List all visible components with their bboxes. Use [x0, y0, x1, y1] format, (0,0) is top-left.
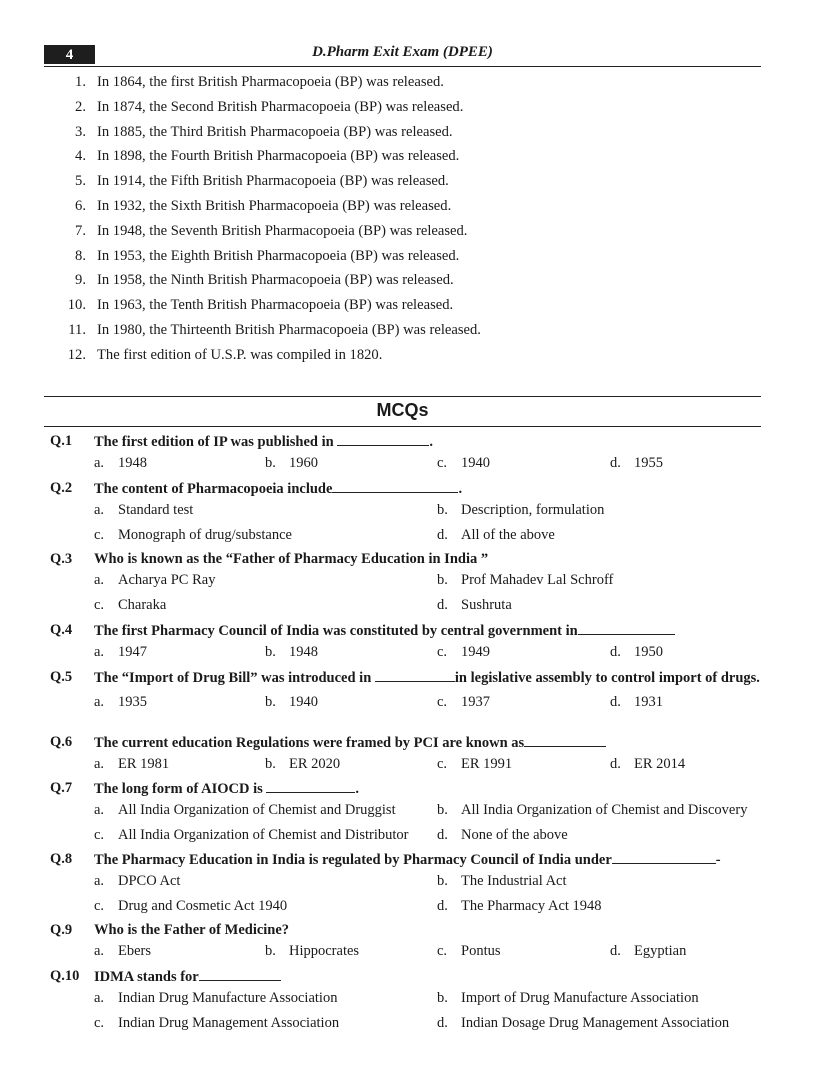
- question-number: Q.4: [50, 622, 73, 638]
- list-number: 2.: [75, 98, 86, 115]
- option-text: Charaka: [118, 597, 167, 613]
- option-c: [437, 452, 490, 474]
- option-text: DPCO Act: [118, 873, 181, 889]
- option-a: [94, 452, 147, 474]
- question-number: Q.10: [50, 968, 80, 984]
- list-text: In 1948, the Seventh British Pharmacopoeia (BP) was released.: [97, 222, 468, 239]
- option-d: [610, 940, 686, 962]
- answer-blank: [578, 621, 675, 635]
- question-number: Q.5: [50, 669, 73, 685]
- list-text: In 1958, the Ninth British Pharmacopoeia (BP) was released.: [97, 272, 454, 289]
- question-number: Q.8: [50, 851, 73, 867]
- list-item: [60, 318, 760, 343]
- option-text: None of the above: [461, 827, 568, 843]
- question-tail: .: [458, 481, 463, 497]
- option-text: All of the above: [461, 527, 555, 543]
- question-number: Q.9: [50, 922, 73, 938]
- option-letter: c.: [437, 943, 448, 959]
- option-letter: d.: [437, 898, 448, 914]
- list-number: 7.: [75, 222, 86, 239]
- option-text: 1940: [289, 694, 318, 710]
- option-letter: c.: [437, 756, 448, 772]
- answer-blank: [524, 733, 606, 747]
- option-letter: d.: [437, 597, 448, 613]
- option-d: [437, 594, 512, 616]
- list-number: 3.: [75, 123, 86, 140]
- option-text: ER 2014: [634, 756, 686, 772]
- option-letter: d.: [610, 756, 621, 772]
- option-text: The Pharmacy Act 1948: [461, 898, 602, 914]
- option-text: Ebers: [118, 943, 152, 959]
- option-c: [437, 940, 501, 962]
- option-text: Acharya PC Ray: [118, 572, 216, 588]
- question-number: Q.2: [50, 480, 73, 496]
- option-text: ER 2020: [289, 756, 341, 772]
- option-text: 1931: [634, 694, 663, 710]
- list-text: In 1914, the Fifth British Pharmacopoeia (BP) was released.: [97, 173, 449, 190]
- option-text: All India Organization of Chemist and Distributor: [118, 827, 409, 843]
- option-b: [265, 641, 318, 663]
- list-item: [60, 70, 760, 95]
- option-text: Indian Dosage Drug Management Association: [461, 1015, 730, 1031]
- question-6: [44, 733, 761, 775]
- option-d: [437, 895, 602, 917]
- option-letter: c.: [94, 1015, 105, 1031]
- option-letter: a.: [94, 802, 105, 818]
- option-a: [94, 870, 180, 892]
- option-letter: d.: [610, 455, 621, 471]
- option-d: [610, 753, 685, 775]
- option-b: [437, 569, 613, 591]
- question-number: Q.3: [50, 551, 73, 567]
- question-5: [44, 668, 761, 713]
- question-number: Q.1: [50, 433, 73, 449]
- option-a: [94, 987, 337, 1009]
- option-d: [610, 452, 663, 474]
- option-letter: b.: [437, 802, 448, 818]
- option-a: [94, 940, 151, 962]
- question-2: [44, 479, 761, 546]
- option-letter: c.: [94, 827, 105, 843]
- question-text: The long form of AIOCD is: [94, 781, 263, 797]
- list-item: [60, 144, 760, 169]
- option-text: Drug and Cosmetic Act 1940: [118, 898, 288, 914]
- option-text: Standard test: [118, 502, 194, 518]
- list-item: [60, 169, 760, 194]
- option-letter: c.: [94, 527, 105, 543]
- option-d: [437, 524, 555, 546]
- page-header: [44, 44, 761, 67]
- question-4: [44, 621, 761, 663]
- list-number: 4.: [75, 148, 86, 165]
- option-text: 1948: [118, 455, 147, 471]
- option-text: Import of Drug Manufacture Association: [461, 990, 699, 1006]
- question-tail: in legislative assembly to control import of drugs.: [454, 670, 760, 686]
- running-title: D.Pharm Exit Exam (DPEE): [312, 44, 493, 60]
- option-text: Indian Drug Manufacture Association: [118, 990, 338, 1006]
- question-1: [44, 432, 761, 474]
- option-letter: b.: [265, 644, 276, 660]
- option-d: [437, 824, 568, 846]
- option-letter: c.: [437, 455, 448, 471]
- question-text: The first edition of IP was published in: [94, 434, 334, 450]
- option-a: [94, 691, 147, 713]
- option-text: 1935: [118, 694, 147, 710]
- list-text: In 1932, the Sixth British Pharmacopoeia (BP) was released.: [97, 197, 452, 214]
- list-number: 11.: [68, 321, 86, 338]
- option-text: 1960: [289, 455, 318, 471]
- option-c: [94, 824, 409, 846]
- option-letter: a.: [94, 572, 105, 588]
- option-letter: c.: [94, 898, 105, 914]
- list-text: In 1885, the Third British Pharmacopoeia (BP) was released.: [97, 123, 453, 140]
- list-item: [60, 343, 760, 368]
- answer-blank: [199, 967, 281, 981]
- list-text: In 1953, the Eighth British Pharmacopoeia (BP) was released.: [97, 247, 460, 264]
- option-letter: c.: [94, 597, 105, 613]
- option-b: [265, 753, 340, 775]
- list-text: In 1898, the Fourth British Pharmacopoeia (BP) was released.: [97, 148, 460, 165]
- option-text: Monograph of drug/substance: [118, 527, 292, 543]
- option-letter: b.: [265, 694, 276, 710]
- option-letter: c.: [437, 644, 448, 660]
- question-tail: -: [715, 852, 721, 868]
- question-text: Who is the Father of Medicine?: [94, 922, 290, 938]
- option-text: Description, formulation: [461, 502, 605, 518]
- option-c: [94, 594, 166, 616]
- answer-blank: [332, 479, 458, 493]
- question-7: [44, 779, 761, 846]
- option-text: The Industrial Act: [461, 873, 567, 889]
- option-letter: b.: [437, 572, 448, 588]
- option-a: [94, 499, 193, 521]
- option-letter: a.: [94, 644, 105, 660]
- option-letter: b.: [265, 455, 276, 471]
- question-text: IDMA stands for: [94, 969, 199, 985]
- option-c: [437, 753, 512, 775]
- option-letter: d.: [437, 1015, 448, 1031]
- option-text: 1948: [289, 644, 318, 660]
- option-text: 1947: [118, 644, 147, 660]
- option-a: [94, 799, 396, 821]
- option-letter: b.: [265, 756, 276, 772]
- option-b: [265, 691, 318, 713]
- option-text: 1940: [461, 455, 490, 471]
- question-number: Q.6: [50, 734, 73, 750]
- option-text: Prof Mahadev Lal Schroff: [461, 572, 614, 588]
- question-text: The “Import of Drug Bill” was introduced in: [94, 670, 372, 686]
- option-letter: d.: [610, 694, 621, 710]
- option-letter: a.: [94, 455, 105, 471]
- option-text: Hippocrates: [289, 943, 360, 959]
- option-text: All India Organization of Chemist and Druggist: [118, 802, 396, 818]
- option-a: [94, 641, 147, 663]
- option-c: [94, 1012, 339, 1034]
- option-letter: a.: [94, 694, 105, 710]
- option-letter: d.: [437, 527, 448, 543]
- list-item: [60, 293, 760, 318]
- option-c: [94, 524, 292, 546]
- option-b: [437, 799, 747, 821]
- option-b: [265, 940, 359, 962]
- option-b: [437, 870, 567, 892]
- list-text: In 1874, the Second British Pharmacopoeia (BP) was released.: [97, 98, 464, 115]
- option-text: 1949: [461, 644, 490, 660]
- question-text: The Pharmacy Education in India is regulated by Pharmacy Council of India under: [94, 852, 612, 868]
- list-text: The first edition of U.S.P. was compiled in 1820.: [97, 346, 383, 363]
- option-d: [610, 641, 663, 663]
- list-item: [60, 194, 760, 219]
- option-letter: c.: [437, 694, 448, 710]
- question-10: [44, 967, 761, 1034]
- option-text: ER 1981: [118, 756, 170, 772]
- list-item: [60, 95, 760, 120]
- list-number: 1.: [75, 74, 86, 90]
- answer-blank: [375, 668, 455, 682]
- answer-blank: [266, 779, 355, 793]
- option-text: Pontus: [461, 943, 501, 959]
- option-b: [437, 499, 604, 521]
- option-letter: d.: [610, 943, 621, 959]
- option-b: [437, 987, 699, 1009]
- question-tail: .: [429, 434, 433, 450]
- option-b: [265, 452, 318, 474]
- option-letter: a.: [94, 502, 105, 518]
- list-item: [60, 268, 760, 293]
- list-text: In 1864, the first British Pharmacopoeia (BP) was released.: [97, 74, 444, 90]
- option-c: [94, 895, 287, 917]
- question-number: Q.7: [50, 780, 73, 796]
- list-number: 9.: [75, 272, 86, 289]
- option-letter: a.: [94, 943, 105, 959]
- option-letter: a.: [94, 756, 105, 772]
- list-item: [60, 219, 760, 244]
- option-text: Sushruta: [461, 597, 512, 613]
- option-text: 1955: [634, 455, 663, 471]
- question-8: [44, 850, 761, 917]
- question-text: The first Pharmacy Council of India was constituted by central government in: [94, 623, 578, 639]
- question-9: [44, 921, 761, 962]
- question-tail: .: [355, 781, 360, 797]
- list-number: 8.: [75, 247, 86, 264]
- list-item: [60, 244, 760, 269]
- option-text: 1937: [461, 694, 490, 710]
- option-text: Egyptian: [634, 943, 687, 959]
- question-text: Who is known as the “Father of Pharmacy Education in India ”: [94, 551, 489, 567]
- list-item: [60, 120, 760, 145]
- option-letter: b.: [265, 943, 276, 959]
- section-heading: MCQs: [44, 396, 761, 427]
- question-text: The current education Regulations were framed by PCI are known as: [94, 735, 525, 751]
- question-text: The content of Pharmacopoeia include: [94, 481, 333, 497]
- page-number: 4: [44, 45, 95, 64]
- list-number: 12.: [67, 346, 86, 363]
- option-a: [94, 569, 215, 591]
- fact-list: [60, 70, 760, 368]
- option-letter: b.: [437, 873, 448, 889]
- list-number: 5.: [75, 173, 86, 190]
- question-3: [44, 550, 761, 616]
- option-letter: b.: [437, 502, 448, 518]
- option-letter: a.: [94, 873, 105, 889]
- list-text: In 1980, the Thirteenth British Pharmacopoeia (BP) was released.: [97, 321, 481, 338]
- option-letter: a.: [94, 990, 105, 1006]
- option-d: [437, 1012, 729, 1034]
- list-number: 6.: [75, 197, 86, 214]
- option-c: [437, 691, 490, 713]
- option-letter: d.: [437, 827, 448, 843]
- option-text: Indian Drug Management Association: [118, 1015, 340, 1031]
- list-number: 10.: [67, 297, 86, 314]
- option-letter: b.: [437, 990, 448, 1006]
- option-c: [437, 641, 490, 663]
- option-a: [94, 753, 169, 775]
- answer-blank: [612, 850, 716, 864]
- list-text: In 1963, the Tenth British Pharmacopoeia (BP) was released.: [97, 297, 454, 314]
- option-text: All India Organization of Chemist and Discovery: [461, 802, 748, 818]
- answer-blank: [337, 432, 429, 446]
- option-letter: d.: [610, 644, 621, 660]
- option-d: [610, 691, 663, 713]
- option-text: 1950: [634, 644, 663, 660]
- option-text: ER 1991: [461, 756, 513, 772]
